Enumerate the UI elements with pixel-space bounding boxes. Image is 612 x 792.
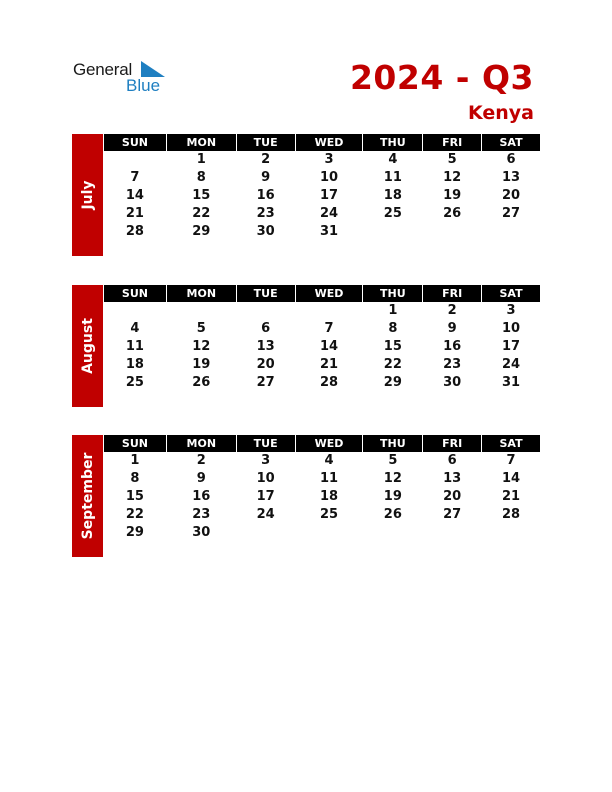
day-cell: 25 bbox=[125, 375, 144, 390]
month-name: September bbox=[79, 452, 96, 540]
day-cell: 16 bbox=[256, 188, 275, 203]
day-cell: 29 bbox=[125, 525, 144, 540]
day-cell: 17 bbox=[502, 339, 521, 354]
day-cell: 21 bbox=[319, 357, 339, 372]
day-cell: 22 bbox=[383, 357, 402, 372]
day-cell bbox=[104, 151, 166, 169]
day-cell: 28 bbox=[502, 507, 521, 522]
day-cell: 31 bbox=[319, 224, 339, 239]
month-block-july bbox=[72, 134, 540, 256]
day-cell: 9 bbox=[447, 321, 457, 336]
day-cell: 4 bbox=[388, 152, 398, 167]
day-cell: 25 bbox=[383, 206, 402, 221]
day-cell: 15 bbox=[125, 489, 144, 504]
day-cell: 19 bbox=[443, 188, 462, 203]
day-cell: 23 bbox=[256, 206, 275, 221]
month-name: August bbox=[79, 318, 96, 374]
week-row bbox=[104, 151, 540, 169]
day-cell: 17 bbox=[256, 489, 275, 504]
generalblue-logo bbox=[73, 60, 173, 96]
day-cell: 15 bbox=[383, 339, 402, 354]
day-cell: 28 bbox=[125, 224, 144, 239]
day-cell: 4 bbox=[130, 321, 140, 336]
day-cell: 5 bbox=[196, 321, 206, 336]
week-row bbox=[104, 506, 540, 524]
day-cell: 21 bbox=[502, 489, 521, 504]
week-row bbox=[104, 205, 540, 223]
page-title: 2024 - Q3 bbox=[349, 58, 534, 97]
day-cell: 20 bbox=[443, 489, 462, 504]
month-label-bar bbox=[72, 285, 103, 407]
day-cell: 1 bbox=[130, 453, 140, 468]
day-cell bbox=[423, 524, 481, 542]
day-cell: 30 bbox=[192, 525, 211, 540]
day-cell: 6 bbox=[261, 321, 271, 336]
day-cell: 5 bbox=[388, 453, 398, 468]
day-cell: 3 bbox=[324, 152, 334, 167]
day-cell bbox=[482, 223, 540, 241]
week-row bbox=[104, 356, 540, 374]
day-cell: 17 bbox=[319, 188, 339, 203]
day-cell bbox=[423, 223, 481, 241]
month-grid bbox=[104, 435, 540, 542]
week-row bbox=[104, 187, 540, 205]
day-cell: 2 bbox=[261, 152, 271, 167]
day-cell: 11 bbox=[125, 339, 144, 354]
month-block-august bbox=[72, 285, 540, 407]
month-grid bbox=[104, 285, 540, 392]
day-cell: 14 bbox=[319, 339, 339, 354]
weekday-sat: SAT bbox=[482, 435, 540, 452]
day-cell: 18 bbox=[125, 357, 144, 372]
weekday-sat: SAT bbox=[482, 285, 540, 302]
day-cell: 1 bbox=[196, 152, 206, 167]
weekday-thu: THU bbox=[363, 134, 422, 151]
day-cell: 9 bbox=[196, 471, 206, 486]
day-cell bbox=[237, 302, 295, 320]
day-cell: 13 bbox=[256, 339, 275, 354]
day-cell: 20 bbox=[256, 357, 275, 372]
weekday-fri: FRI bbox=[423, 435, 481, 452]
week-row bbox=[104, 470, 540, 488]
day-cell: 31 bbox=[502, 375, 521, 390]
weekday-header-row bbox=[104, 435, 540, 452]
week-row bbox=[104, 452, 540, 470]
weekday-mon: MON bbox=[167, 134, 236, 151]
day-cell: 3 bbox=[261, 453, 271, 468]
day-cell: 8 bbox=[130, 471, 140, 486]
day-cell: 10 bbox=[502, 321, 521, 336]
day-cell: 27 bbox=[443, 507, 462, 522]
day-cell: 11 bbox=[319, 471, 339, 486]
day-cell: 22 bbox=[125, 507, 144, 522]
weekday-sun: SUN bbox=[104, 285, 166, 302]
day-cell: 10 bbox=[319, 170, 339, 185]
day-cell: 27 bbox=[502, 206, 521, 221]
day-cell: 6 bbox=[447, 453, 457, 468]
day-cell: 23 bbox=[192, 507, 211, 522]
week-row bbox=[104, 488, 540, 506]
day-cell: 24 bbox=[502, 357, 521, 372]
weekday-tue: TUE bbox=[237, 285, 295, 302]
day-cell: 26 bbox=[192, 375, 211, 390]
day-cell: 18 bbox=[319, 489, 339, 504]
day-cell: 16 bbox=[443, 339, 462, 354]
weekday-sat: SAT bbox=[482, 134, 540, 151]
day-cell: 10 bbox=[256, 471, 275, 486]
day-cell: 12 bbox=[383, 471, 402, 486]
day-cell: 24 bbox=[256, 507, 275, 522]
weekday-mon: MON bbox=[167, 285, 236, 302]
day-cell bbox=[237, 524, 295, 542]
week-row bbox=[104, 223, 540, 241]
weekday-mon: MON bbox=[167, 435, 236, 452]
weekday-wed: WED bbox=[296, 435, 363, 452]
day-cell bbox=[167, 302, 236, 320]
day-cell: 9 bbox=[261, 170, 271, 185]
week-row bbox=[104, 302, 540, 320]
weekday-header-row bbox=[104, 285, 540, 302]
month-block-september bbox=[72, 435, 540, 557]
day-cell: 20 bbox=[502, 188, 521, 203]
day-cell: 6 bbox=[506, 152, 516, 167]
day-cell: 21 bbox=[125, 206, 144, 221]
day-cell bbox=[104, 302, 166, 320]
weekday-thu: THU bbox=[363, 435, 422, 452]
week-row bbox=[104, 524, 540, 542]
logo-general-text: General bbox=[73, 60, 133, 79]
day-cell: 19 bbox=[383, 489, 402, 504]
week-row bbox=[104, 320, 540, 338]
day-cell: 3 bbox=[506, 303, 516, 318]
day-cell: 8 bbox=[196, 170, 206, 185]
day-cell: 19 bbox=[192, 357, 211, 372]
day-cell: 16 bbox=[192, 489, 211, 504]
month-label-bar bbox=[72, 134, 103, 256]
day-cell bbox=[363, 223, 422, 241]
day-cell: 27 bbox=[256, 375, 275, 390]
day-cell: 24 bbox=[319, 206, 339, 221]
day-cell: 7 bbox=[130, 170, 140, 185]
day-cell bbox=[482, 524, 540, 542]
weekday-tue: TUE bbox=[237, 435, 295, 452]
logo-mark-icon bbox=[141, 61, 165, 77]
day-cell: 5 bbox=[447, 152, 457, 167]
weekday-fri: FRI bbox=[423, 285, 481, 302]
day-cell: 4 bbox=[324, 453, 334, 468]
day-cell: 2 bbox=[196, 453, 206, 468]
day-cell: 13 bbox=[502, 170, 521, 185]
day-cell bbox=[296, 524, 363, 542]
weekday-header-row bbox=[104, 134, 540, 151]
day-cell: 26 bbox=[443, 206, 462, 221]
day-cell bbox=[296, 302, 363, 320]
day-cell: 18 bbox=[383, 188, 402, 203]
day-cell: 25 bbox=[319, 507, 339, 522]
day-cell: 8 bbox=[388, 321, 398, 336]
day-cell: 30 bbox=[256, 224, 275, 239]
day-cell: 29 bbox=[192, 224, 211, 239]
month-grid bbox=[104, 134, 540, 241]
day-cell: 29 bbox=[383, 375, 402, 390]
day-cell: 7 bbox=[506, 453, 516, 468]
week-row bbox=[104, 169, 540, 187]
month-label-bar bbox=[72, 435, 103, 557]
day-cell: 22 bbox=[192, 206, 211, 221]
weekday-wed: WED bbox=[296, 285, 363, 302]
logo-blue-text: Blue bbox=[126, 76, 161, 95]
day-cell: 13 bbox=[443, 471, 462, 486]
weekday-thu: THU bbox=[363, 285, 422, 302]
day-cell: 15 bbox=[192, 188, 211, 203]
month-name: July bbox=[79, 180, 96, 210]
country-name: Kenya bbox=[467, 102, 534, 124]
day-cell: 14 bbox=[125, 188, 144, 203]
day-cell: 28 bbox=[319, 375, 339, 390]
week-row bbox=[104, 338, 540, 356]
day-cell: 1 bbox=[388, 303, 398, 318]
day-cell: 7 bbox=[324, 321, 334, 336]
day-cell: 23 bbox=[443, 357, 462, 372]
day-cell bbox=[363, 524, 422, 542]
day-cell: 14 bbox=[502, 471, 521, 486]
day-cell: 30 bbox=[443, 375, 462, 390]
day-cell: 12 bbox=[192, 339, 211, 354]
day-cell: 2 bbox=[447, 303, 457, 318]
weekday-sun: SUN bbox=[104, 435, 166, 452]
week-row bbox=[104, 374, 540, 392]
day-cell: 12 bbox=[443, 170, 462, 185]
weekday-fri: FRI bbox=[423, 134, 481, 151]
weekday-tue: TUE bbox=[237, 134, 295, 151]
weekday-sun: SUN bbox=[104, 134, 166, 151]
day-cell: 11 bbox=[383, 170, 402, 185]
day-cell: 26 bbox=[383, 507, 402, 522]
weekday-wed: WED bbox=[296, 134, 363, 151]
